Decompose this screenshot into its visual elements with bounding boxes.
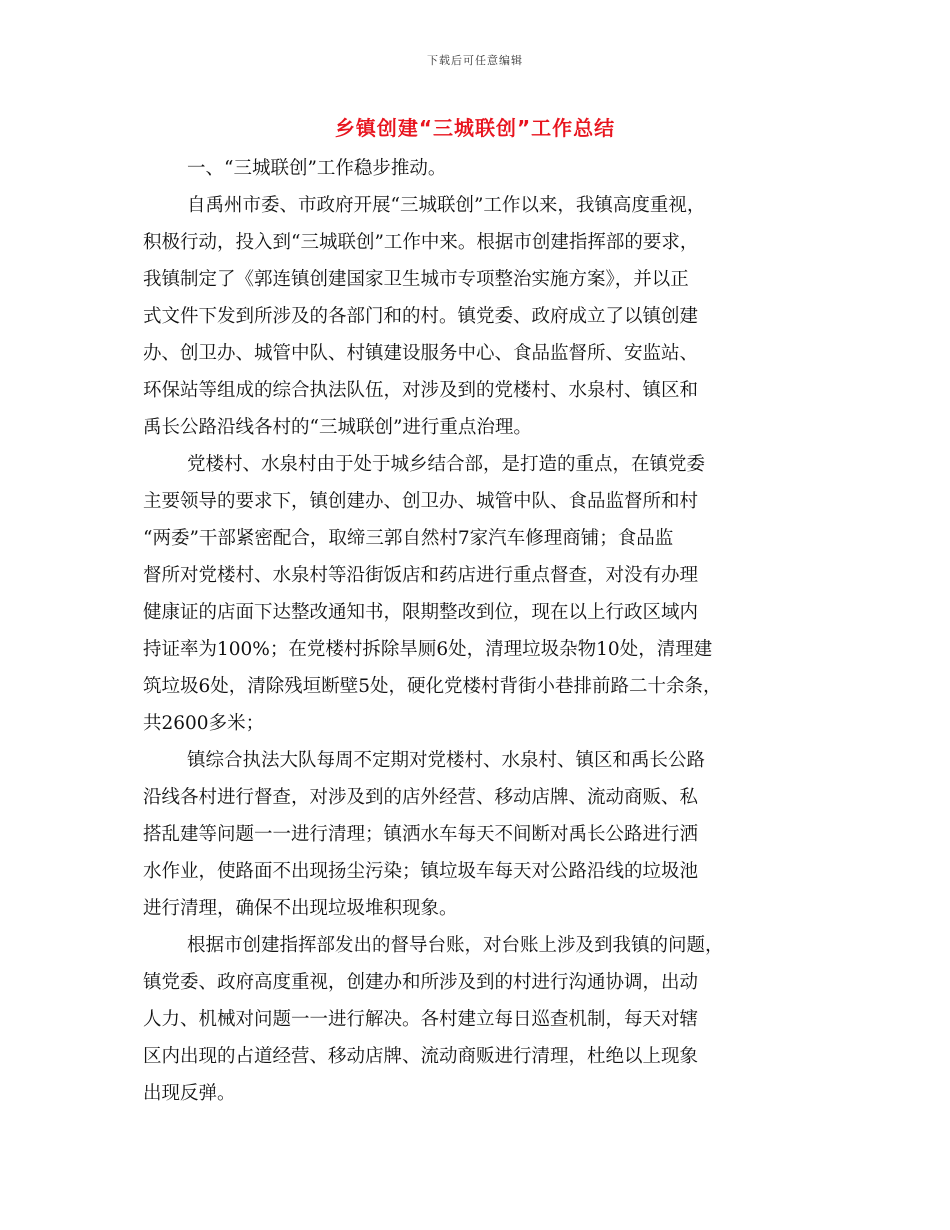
body-line: 水作业，使路面不出现扬尘污染；镇垃圾车每天对公路沿线的垃圾池 <box>143 861 699 882</box>
body-line: 我镇制定了《郭连镇创建国家卫生城市专项整治实施方案》，并以正 <box>143 269 689 290</box>
body-line: 环保站等组成的综合执法队伍，对涉及到的党楼村、水泉村、镇区和 <box>143 380 699 401</box>
body-line: 一、“三城联创”工作稳步推动。 <box>187 158 447 179</box>
body-line: 区内出现的占道经营、移动店牌、流动商贩进行清理，杜绝以上现象 <box>143 1046 699 1067</box>
document-body <box>143 150 833 1112</box>
body-line: 自禹州市委、市政府开展“三城联创”工作以来，我镇高度重视， <box>187 195 706 216</box>
body-line: 禹长公路沿线各村的“三城联创”进行重点治理。 <box>143 417 532 438</box>
body-line: “两委”干部紧密配合，取缔三郭自然村7家汽车修理商铺；食品监 <box>143 528 674 549</box>
body-line: 积极行动，投入到“三城联创”工作中来。根据市创建指挥部的要求， <box>143 232 699 253</box>
body-line: 持证率为100%；在党楼村拆除旱厕6处，清理垃圾杂物10处，清理建 <box>143 639 713 660</box>
body-line: 人力、机械对问题一一进行解决。各村建立每日巡查机制，每天对辖 <box>143 1009 699 1030</box>
body-line: 办、创卫办、城管中队、村镇建设服务中心、食品监督所、安监站、 <box>143 343 699 364</box>
body-line: 健康证的店面下达整改通知书，限期整改到位，现在以上行政区域内 <box>143 602 699 623</box>
body-line: 进行清理，确保不出现垃圾堆积现象。 <box>143 898 458 919</box>
body-line: 主要领导的要求下，镇创建办、创卫办、城管中队、食品监督所和村 <box>143 491 699 512</box>
body-line: 沿线各村进行督查，对涉及到的店外经营、移动店牌、流动商贩、私 <box>143 787 699 808</box>
document-title: 乡镇创建“三城联创”工作总结 <box>334 116 616 140</box>
body-line: 共2600多米； <box>143 713 265 734</box>
body-line: 筑垃圾6处，清除残垣断壁5处，硬化党楼村背街小巷排前路二十余条， <box>143 676 722 697</box>
body-line: 根据市创建指挥部发出的督导台账，对台账上涉及到我镇的问题， <box>187 935 724 956</box>
body-line: 出现反弹。 <box>143 1083 236 1104</box>
body-line: 党楼村、水泉村由于处于城乡结合部，是打造的重点，在镇党委 <box>187 454 706 475</box>
body-line: 督所对党楼村、水泉村等沿街饭店和药店进行重点督查，对没有办理 <box>143 565 699 586</box>
body-line: 搭乱建等问题一一进行清理；镇洒水车每天不间断对禹长公路进行洒 <box>143 824 699 845</box>
body-line: 镇综合执法大队每周不定期对党楼村、水泉村、镇区和禹长公路 <box>187 750 706 771</box>
body-line: 镇党委、政府高度重视，创建办和所涉及到的村进行沟通协调，出动 <box>143 972 699 993</box>
header-note: 下载后可任意编辑 <box>427 54 523 67</box>
body-line: 式文件下发到所涉及的各部门和的村。镇党委、政府成立了以镇创建 <box>143 306 699 327</box>
